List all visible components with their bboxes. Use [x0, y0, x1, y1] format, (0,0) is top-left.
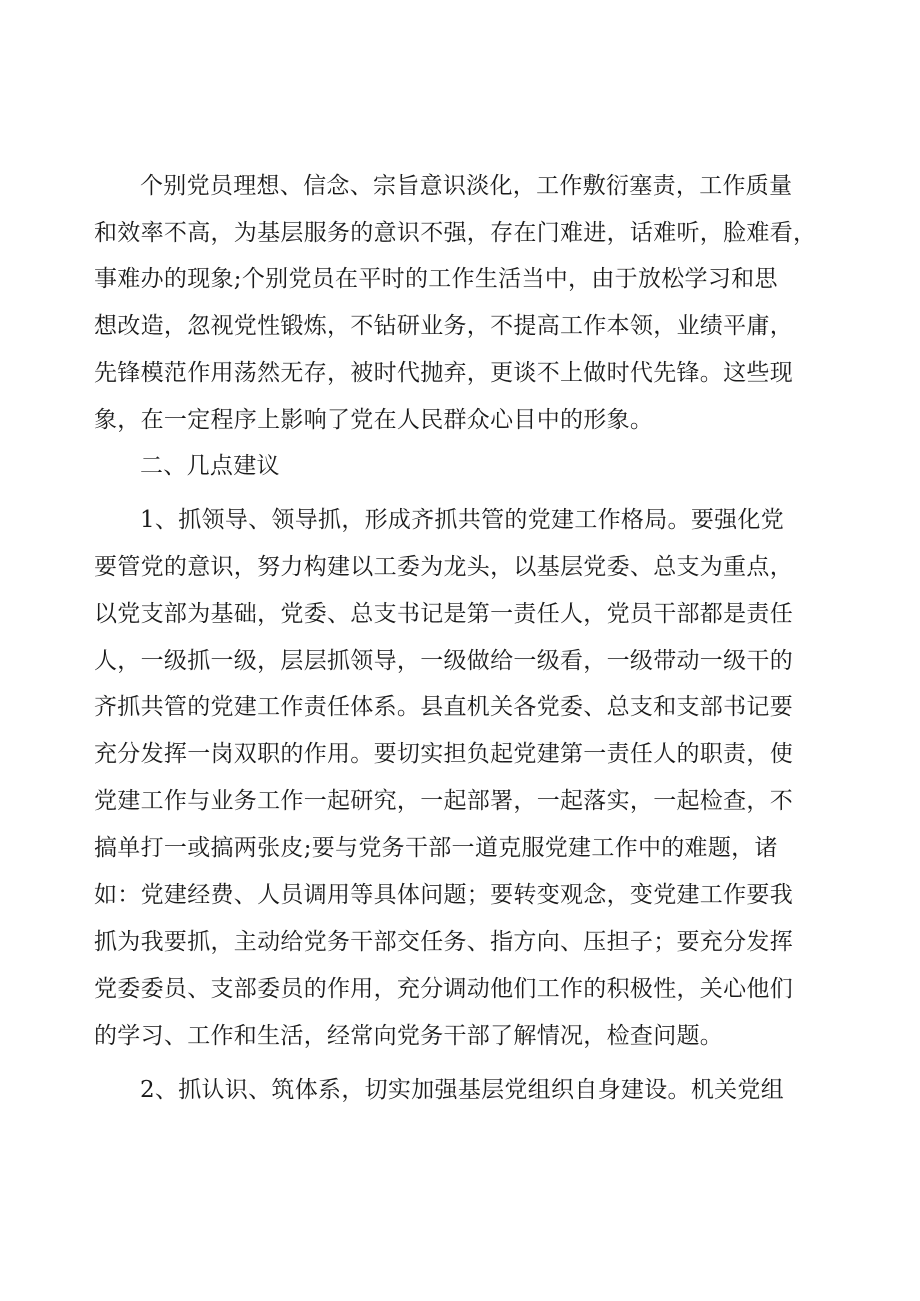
paragraph-line: 齐抓共管的党建工作责任体系。县直机关各党委、总支和支部书记要 — [94, 694, 793, 720]
paragraph-line: 如：党建经费、人员调用等具体问题；要转变观念，变党建工作要我 — [94, 882, 793, 908]
paragraph-line: 象，在一定程序上影响了党在人民群众心目中的形象。 — [94, 407, 654, 433]
paragraph-line: 想改造，忽视党性锻炼，不钻研业务，不提高工作本领，业绩平庸， — [94, 313, 793, 339]
paragraph-line: 党委委员、支部委员的作用，充分调动他们工作的积极性，关心他们 — [94, 976, 793, 1002]
section-heading: 二、几点建议 — [140, 453, 280, 479]
paragraph-line: 抓为我要抓，主动给党务干部交任务、指方向、压担子；要充分发挥 — [94, 929, 793, 955]
paragraph-line: 1、抓领导、领导抓，形成齐抓共管的党建工作格局。要强化党 — [140, 507, 785, 533]
paragraph-line: 充分发挥一岗双职的作用。要切实担负起党建第一责任人的职责，使 — [94, 741, 793, 767]
paragraph-line: 要管党的意识，努力构建以工委为龙头，以基层党委、总支为重点， — [94, 554, 793, 580]
paragraph-line: 事难办的现象;个别党员在平时的工作生活当中，由于放松学习和思 — [94, 266, 778, 292]
paragraph-line: 2、抓认识、筑体系，切实加强基层党组织自身建设。机关党组 — [140, 1077, 785, 1103]
paragraph-line: 和效率不高，为基层服务的意识不强，存在门难进，话难听，脸难看， — [94, 220, 817, 246]
paragraph-line: 搞单打一或搞两张皮;要与党务干部一道克服党建工作中的难题，诸 — [94, 835, 778, 861]
paragraph-line: 以党支部为基础，党委、总支书记是第一责任人，党员干部都是责任 — [94, 601, 793, 627]
paragraph-line: 党建工作与业务工作一起研究，一起部署，一起落实，一起检查，不 — [94, 788, 793, 814]
paragraph-line: 个别党员理想、信念、宗旨意识淡化，工作敷衍塞责，工作质量 — [140, 173, 793, 199]
paragraph-line: 先锋模范作用荡然无存，被时代抛弃，更谈不上做时代先锋。这些现 — [94, 360, 793, 386]
paragraph-line: 人，一级抓一级，层层抓领导，一级做给一级看，一级带动一级干的 — [94, 648, 793, 674]
paragraph-line: 的学习、工作和生活，经常向党务干部了解情况，检查问题。 — [94, 1023, 724, 1049]
